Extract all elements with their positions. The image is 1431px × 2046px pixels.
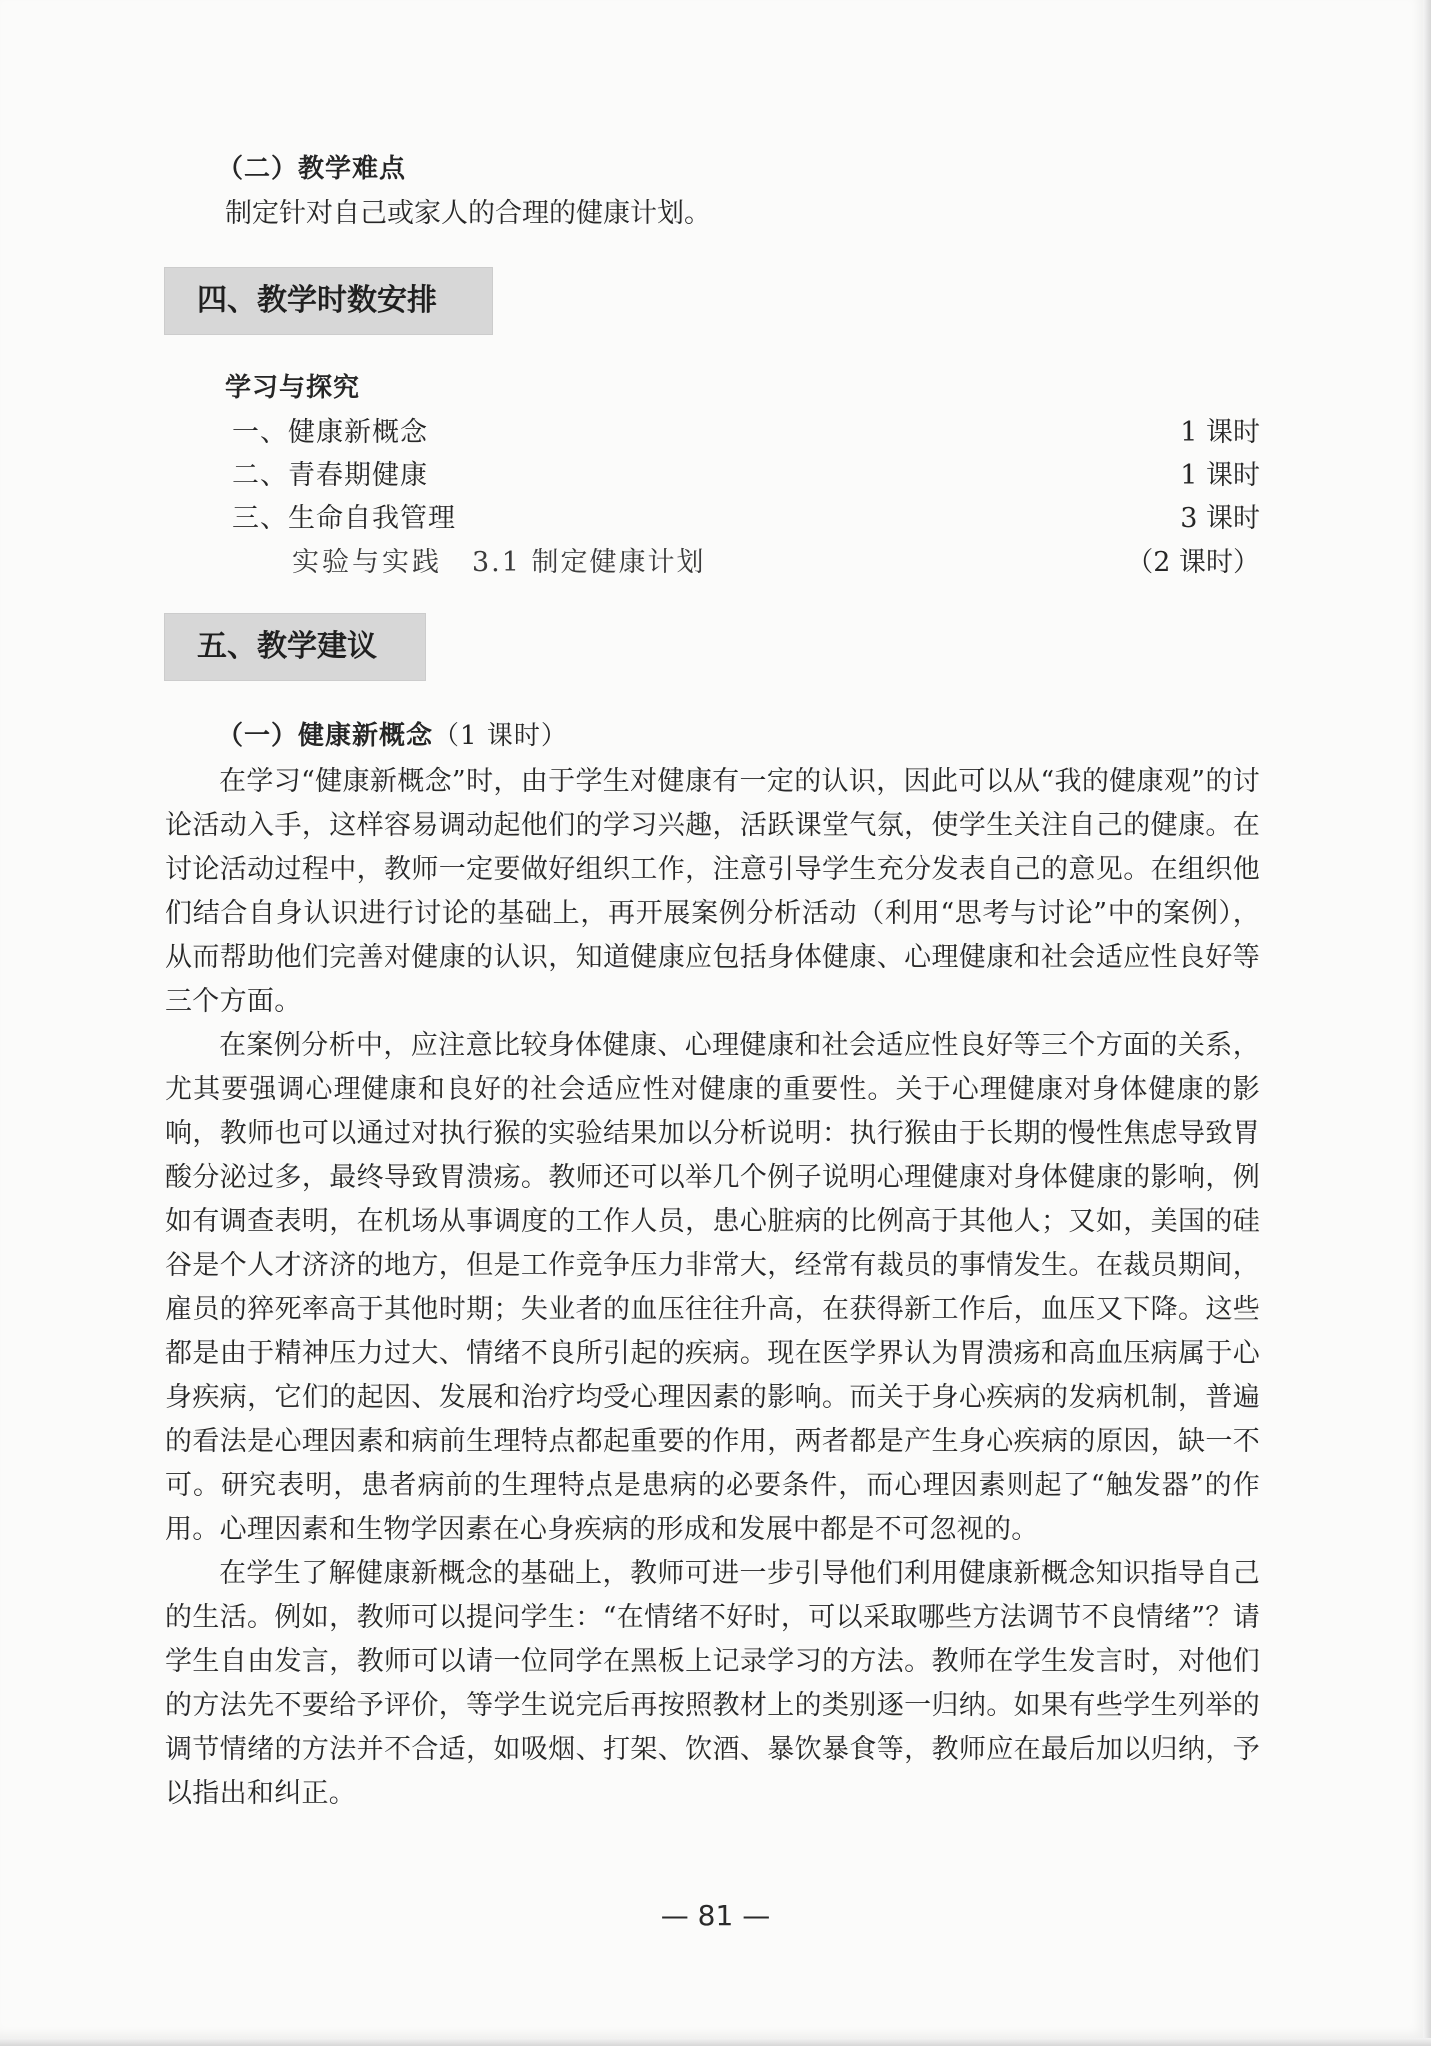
toc-item-hours: 3 课时: [1180, 503, 1260, 534]
page-edge-right: [1423, 0, 1431, 2046]
toc-sub-title: 3.1 制定健康计划: [472, 547, 706, 578]
paragraph: 在学生了解健康新概念的基础上，教师可进一步引导他们利用健康新概念知识指导自己的生活。例如，教师可以提问学生：“在情绪不好时，可以采取哪些方法调节不良情绪”？请学生自由发言，教师可以请一位同学在黑板上记录学习的方法。教师在学生发言时，对他们的方法先不要给予评价，等学生说完后再按照教材上的类别逐一归纳。如果有些学生列举的调节情绪的方法并不合适，如吸烟、打架、饮酒、暴饮暴食等，教师应在最后加以归纳，予以指出和纠正。: [165, 1558, 1260, 1809]
difficulty-heading: （二）教学难点: [217, 154, 407, 184]
paragraph: 在案例分析中，应注意比较身体健康、心理健康和社会适应性良好等三个方面的关系，尤其要强调心理健康和良好的社会适应性对健康的重要性。关于心理健康对身体健康的影响，教师也可以通过对执行猴的实验结果加以分析说明：执行猴由于长期的慢性焦虑导致胃酸分泌过多，最终导致胃溃疡。教师还可以举几个例子说明心理健康对身体健康的影响，例如有调查表明，在机场从事调度的工作人员，患心脏病的比例高于其他人；又如，美国的硅谷是个人才济济的地方，但是工作竞争压力非常大，经常有裁员的事情发生。在裁员期间，雇员的猝死率高于其他时期；失业者的血压往往升高，在获得新工作后，血压又下降。这些都是由于精神压力过大、情绪不良所引起的疾病。现在医学界认为胃溃疡和高血压病属于心身疾病，它们的起因、发展和治疗均受心理因素的影响。而关于身心疾病的发病机制，普遍的看法是心理因素和病前生理特点都起重要的作用，两者都是产生身心疾病的原因，缺一不可。研究表明，患者病前的生理特点是患病的必要条件，而心理因素则起了“触发器”的作用。心理因素和生物学因素在心身疾病的形成和发展中都是不可忽视的。: [165, 1030, 1260, 1545]
toc-item-hours: 1 课时: [1180, 460, 1260, 491]
toc-item-label: 三、生命自我管理: [232, 503, 456, 534]
section4-title: 四、教学时数安排: [197, 283, 437, 318]
toc-row: [232, 500, 1260, 538]
page-number: — 81 —: [660, 1899, 771, 1932]
body-text: [165, 760, 1260, 1816]
difficulty-text: 制定针对自己或家人的合理的健康计划。: [225, 198, 711, 229]
section5-sub-heading-text: （一）健康新概念: [217, 721, 434, 751]
page-edge-bottom: [0, 2038, 1431, 2046]
unit-title: 学习与探究: [225, 373, 361, 403]
toc-row: [232, 414, 1260, 452]
section5-title-box: [165, 614, 425, 680]
toc-sub-label: 实验与实践: [292, 547, 442, 578]
section5-sub-heading: [217, 718, 568, 754]
toc-row: [232, 457, 1260, 495]
toc-sub-row: [232, 544, 1260, 582]
section5-title: 五、教学建议: [197, 629, 377, 664]
section5-sub-heading-hours: （1 课时）: [433, 721, 568, 751]
toc-item-label: 二、青春期健康: [232, 460, 428, 491]
toc-sub-hours: （2 课时）: [1126, 547, 1260, 578]
paragraph: 在学习“健康新概念”时，由于学生对健康有一定的认识，因此可以从“我的健康观”的讨论活动入手，这样容易调动起他们的学习兴趣，活跃课堂气氛，使学生关注自己的健康。在讨论活动过程中，教师一定要做好组织工作，注意引导学生充分发表自己的意见。在组织他们结合自身认识进行讨论的基础上，再开展案例分析活动（利用“思考与讨论”中的案例），从而帮助他们完善对健康的认识，知道健康应包括身体健康、心理健康和社会适应性良好等三个方面。: [165, 766, 1260, 1017]
toc-item-hours: 1 课时: [1180, 417, 1260, 448]
section4-title-box: [165, 268, 492, 334]
toc-item-label: 一、健康新概念: [232, 417, 428, 448]
